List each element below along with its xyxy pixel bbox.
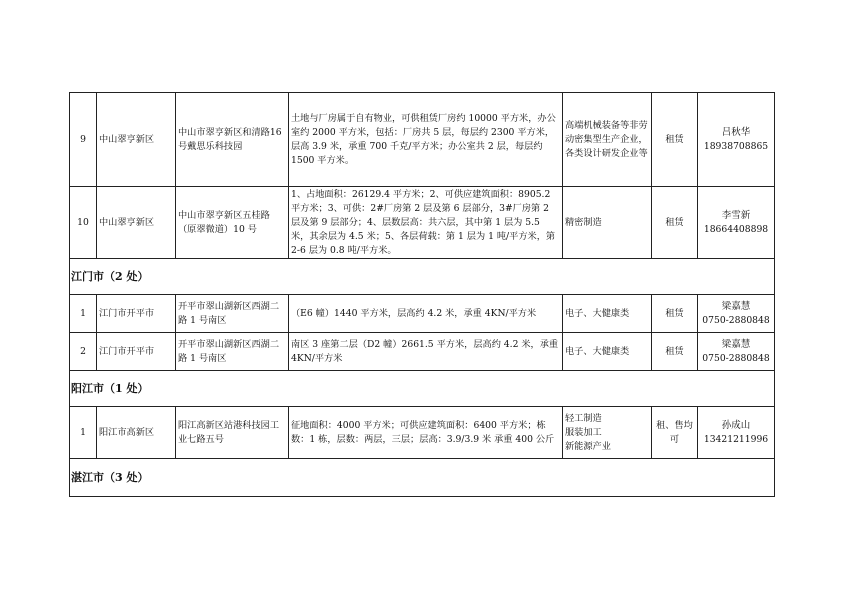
table-row [70, 295, 775, 333]
industry-cell: 电子、大健康类 [563, 295, 652, 333]
description-cell: 1、占地面积：26129.4 平方米；2、可供应建筑面积：8905.2 平方米；3、可供：2#厂房第 2 层及第 6 层部分，3#厂房第 2 层及第 9 层部分；4、层数层高：共六层，其中第 1 层为 5.5 米，其余层为 4.5 米；5、各层荷载：第 1 层为 1 吨/平方米，第 2-6 层为 0.8 吨/平方米。 [289, 187, 563, 259]
contact-cell [698, 93, 775, 187]
address-cell: 开平市翠山湖新区西湖二路 1 号南区 [176, 295, 289, 333]
section-header [70, 259, 775, 295]
description-cell: 征地面积：4000 平方米；可供应建筑面积：6400 平方米；栋数：1 栋，层数：两层，三层；层高：3.9/3.9 米 承重 400 公斤 [289, 407, 563, 459]
contact-phone: 18938708865 [703, 140, 769, 152]
area-cell: 江门市开平市 [97, 295, 176, 333]
industry-cell: 高端机械装备等非劳动密集型生产企业，各类设计研发企业等 [563, 93, 652, 187]
row-number: 1 [70, 407, 97, 459]
industry-cell: 轻工制造 服装加工 新能源产业 [563, 407, 652, 459]
contact-phone: 0750-2880848 [702, 352, 770, 364]
area-cell: 江门市开平市 [97, 333, 176, 371]
section-header [70, 459, 775, 497]
row-number: 1 [70, 295, 97, 333]
mode-cell: 租赁 [652, 93, 698, 187]
section-header [70, 371, 775, 407]
contact-phone: 0750-2880848 [702, 314, 770, 326]
mode-cell: 租、售均可 [652, 407, 698, 459]
mode-cell: 租赁 [652, 187, 698, 259]
contact-name: 李雪新 [721, 209, 751, 221]
industry-cell: 电子、大健康类 [563, 333, 652, 371]
contact-name: 梁嘉慧 [721, 338, 751, 350]
contact-name: 吕秋华 [721, 126, 751, 138]
contact-cell [698, 187, 775, 259]
sites-table [69, 92, 775, 497]
section-title: 湛江市（3 处） [70, 459, 775, 497]
row-number: 10 [70, 187, 97, 259]
section-title: 阳江市（1 处） [70, 371, 775, 407]
description-cell: 南区 3 座第二层（D2 幢）2661.5 平方米，层高约 4.2 米，承重 4KN/平方米 [289, 333, 563, 371]
contact-cell [698, 295, 775, 333]
row-number: 2 [70, 333, 97, 371]
address-cell: 中山市翠亨新区五桂路（原翠微道）10 号 [176, 187, 289, 259]
mode-cell: 租赁 [652, 295, 698, 333]
description-cell: （E6 幢）1440 平方米，层高约 4.2 米，承重 4KN/平方米 [289, 295, 563, 333]
area-cell: 中山翠亨新区 [97, 187, 176, 259]
contact-cell [698, 333, 775, 371]
contact-phone: 18664408898 [703, 223, 769, 235]
description-cell: 土地与厂房属于自有物业，可供租赁厂房约 10000 平方米，办公室约 2000 平方米，包括：厂房共 5 层，每层约 2300 平方米，层高 3.9 米，承重 700 千克/平方米；办公室共 2 层，每层约1500 平方米。 [289, 93, 563, 187]
address-cell: 中山市翠亨新区和清路16号戴思乐科技园 [176, 93, 289, 187]
area-cell: 中山翠亨新区 [97, 93, 176, 187]
table-row [70, 333, 775, 371]
row-number: 9 [70, 93, 97, 187]
contact-cell [698, 407, 775, 459]
address-cell: 开平市翠山湖新区西湖二路 1 号南区 [176, 333, 289, 371]
address-cell: 阳江高新区站港科技园工业七路五号 [176, 407, 289, 459]
industry-cell: 精密制造 [563, 187, 652, 259]
area-cell: 阳江市高新区 [97, 407, 176, 459]
contact-name: 梁嘉慧 [721, 300, 751, 312]
mode-cell: 租赁 [652, 333, 698, 371]
contact-phone: 13421211996 [703, 433, 769, 445]
table-row [70, 187, 775, 259]
section-title: 江门市（2 处） [70, 259, 775, 295]
table-row [70, 407, 775, 459]
contact-name: 孙成山 [721, 419, 751, 431]
table-row [70, 93, 775, 187]
